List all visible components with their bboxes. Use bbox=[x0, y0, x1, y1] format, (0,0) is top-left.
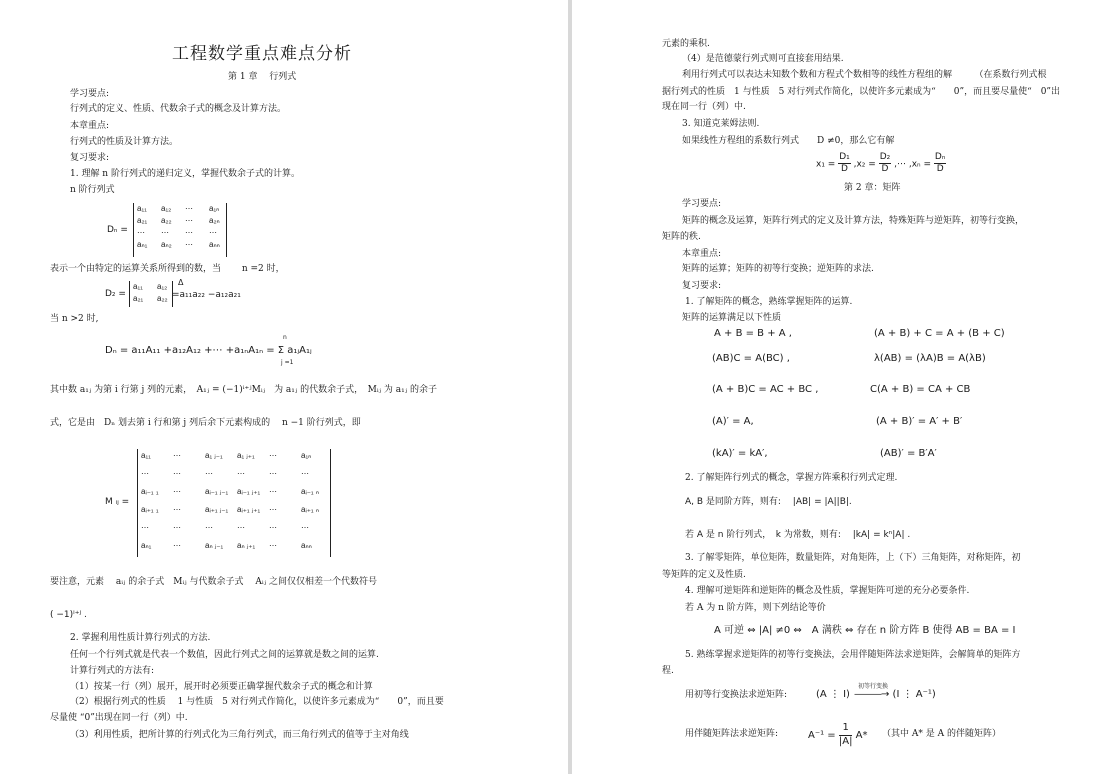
elim-label: 用初等行变换法求逆矩阵: bbox=[685, 690, 788, 700]
matrix-cell: ⋯ bbox=[301, 523, 309, 532]
r-line-4: 据行列式的性质 1 与性质 5 对行列式作简化，以使许多元素成为“ 0”，而且要尽量使“ 0”出 bbox=[662, 87, 1061, 97]
matrix-cell: ⋯ bbox=[185, 216, 193, 225]
adj-lhs: A⁻¹ = bbox=[808, 730, 836, 741]
req2-line-3: （1）按某一行（列）展开，展开时必须要正确掌握代数余子式的概念和计算 bbox=[70, 682, 373, 692]
matrix-cell: aₙ₁ bbox=[141, 541, 152, 550]
matrix-cell: ⋯ bbox=[269, 523, 277, 532]
matrix-cell: aᵢ₋₁ ⱼ₋₁ bbox=[205, 487, 229, 496]
d2-matrix bbox=[129, 281, 173, 307]
adj-fraction: $\frac{1}{|A|}$ bbox=[838, 722, 853, 747]
requirement-1: 1. 理解 n 阶行列式的递归定义，掌握代数余子式的计算。 bbox=[70, 169, 300, 179]
req2-line-2: 计算行列式的方法有: bbox=[70, 666, 155, 676]
matrix-cell: ⋯ bbox=[269, 451, 277, 460]
requirement-2: 2. 掌握利用性质计算行列式的方法. bbox=[70, 633, 211, 643]
r-req3-b: 等矩阵的定义及性质. bbox=[662, 570, 746, 580]
chapter-2-heading: 第 2 章：矩阵 bbox=[844, 183, 901, 193]
matrix-cell: ⋯ bbox=[269, 487, 277, 496]
r-req3: 3. 了解零矩阵，单位矩阵，数量矩阵，对角矩阵，上（下）三角矩阵，对称矩阵，初 bbox=[685, 553, 1021, 563]
cramer-heading: 3. 知道克莱姆法则. bbox=[682, 119, 760, 129]
matrix-cell: a₂₂ bbox=[161, 216, 172, 225]
adj-note: （其中 A* 是 A 的伴随矩阵） bbox=[882, 729, 1001, 739]
matrix-cell: ⋯ bbox=[185, 228, 193, 237]
op-5-right: (AB)′ = B′A′ bbox=[880, 448, 937, 459]
matrix-cell: aᵢ₋₁ ⱼ₊₁ bbox=[237, 487, 261, 496]
matrix-cell: aᵢ₊₁ ⱼ₊₁ bbox=[237, 505, 261, 514]
study-points-text: 行列式的定义、性质、代数余子式的概念及计算方法。 bbox=[70, 104, 287, 114]
matrix-cell: ⋯ bbox=[173, 541, 181, 550]
r-key-text: 矩阵的运算；矩阵的初等行变换；逆矩阵的求法. bbox=[682, 264, 874, 274]
op-1-left: A + B = B + A , bbox=[714, 328, 792, 339]
cramer-x2: x₂ bbox=[856, 159, 866, 170]
matrix-cell: ⋯ bbox=[269, 505, 277, 514]
r-req5: 5. 熟练掌握求逆矩阵的初等行变换法，会用伴随矩阵法求逆矩阵，会解简单的矩阵方 bbox=[685, 650, 1021, 660]
cramer-x1: x₁ bbox=[816, 159, 825, 170]
d2-result: =a₁₁a₂₂ −a₁₂a₂₁ bbox=[172, 290, 241, 300]
op-3-left: (A + B)C = AC + BC , bbox=[712, 384, 819, 395]
matrix-cell: ⋯ bbox=[205, 469, 213, 478]
matrix-cell: aₙ₁ bbox=[137, 240, 148, 249]
cramer-xn: xₙ bbox=[911, 159, 921, 170]
matrix-cell: a₁₁ bbox=[133, 282, 143, 291]
matrix-cell: ⋯ bbox=[269, 469, 277, 478]
matrix-cell: aₙ₂ bbox=[161, 240, 172, 249]
matrix-cell: a₂₁ bbox=[137, 216, 148, 225]
r-req2-a: A, B 是同阶方阵，则有: |AB| = |A||B|. bbox=[685, 497, 852, 507]
r-key-label: 本章重点: bbox=[682, 249, 722, 259]
req2-line-1: 任何一个行列式就是代表一个数值，因此行列式之间的运算就是数之间的运算. bbox=[70, 650, 379, 660]
r-req4: 4. 理解可逆矩阵和逆矩阵的概念及性质，掌握矩阵可逆的充分必要条件. bbox=[685, 586, 970, 596]
key-points-text: 行列式的性质及计算方法。 bbox=[70, 137, 179, 147]
adj-rhs: A* bbox=[855, 730, 868, 741]
r-line-3: 利用行列式可以表达未知数个数和方程式个数相等的线性方程组的解 （在系数行列式根 bbox=[682, 70, 1047, 80]
matrix-cell: aᵢ₊₁ ₙ bbox=[301, 505, 320, 514]
matrix-cell: a₁ₙ bbox=[209, 204, 220, 213]
when-n-gt2: 当 n >2 时, bbox=[50, 314, 99, 324]
matrix-cell: ⋯ bbox=[161, 228, 169, 237]
matrix-cell: ⋯ bbox=[237, 523, 245, 532]
matrix-cell: ⋯ bbox=[141, 523, 149, 532]
matrix-cell: aᵢ₊₁ ⱼ₋₁ bbox=[205, 505, 229, 514]
n-order-label: n 阶行列式 bbox=[70, 185, 115, 195]
elim-arrow-label: 初等行变换 bbox=[858, 683, 889, 690]
mij-matrix bbox=[137, 449, 331, 557]
cramer-frac-1: $\frac{\text{D₁}}{D}$ bbox=[839, 152, 850, 175]
right-page bbox=[572, 0, 1103, 774]
matrix-cell: ⋯ bbox=[269, 541, 277, 550]
matrix-cell: a₂₂ bbox=[157, 294, 168, 303]
r-req4-c: A 可逆 ⇔ |A| ≠0 ⇔ A 满秩 ⇔ 存在 n 阶方阵 B 使得 AB = BA = I bbox=[714, 625, 1016, 636]
matrix-cell: ⋯ bbox=[141, 469, 149, 478]
matrix-cell: ⋯ bbox=[205, 523, 213, 532]
matrix-cell: ⋯ bbox=[173, 487, 181, 496]
r-req1: 1. 了解矩阵的概念，熟练掌握矩阵的运算. bbox=[685, 297, 853, 307]
study-points-label: 学习要点: bbox=[70, 89, 110, 99]
mij-equals: M ᵢⱼ = bbox=[105, 497, 130, 507]
r-study-label: 学习要点: bbox=[682, 199, 722, 209]
matrix-cell: ⋯ bbox=[185, 240, 193, 249]
matrix-cell: a₁₂ bbox=[157, 282, 168, 291]
r-req2: 2. 了解矩阵行列式的概念，掌握方阵乘积行列式定理. bbox=[685, 473, 898, 483]
r-review-label: 复习要求: bbox=[682, 281, 722, 291]
op-1-right: (A + B) + C = A + (B + C) bbox=[874, 328, 1005, 339]
op-2-left: (AB)C = A(BC) , bbox=[712, 353, 790, 364]
op-3-right: C(A + B) = CA + CB bbox=[870, 384, 971, 395]
r-study-text: 矩阵的概念及运算，矩阵行列式的定义及计算方法，特殊矩阵与逆矩阵，初等行变换， bbox=[682, 216, 1025, 226]
matrix-cell: ⋯ bbox=[173, 469, 181, 478]
matrix-cell: ⋯ bbox=[137, 228, 145, 237]
among-line: 其中数 a₁ⱼ 为第 i 行第 j 列的元素， A₁ⱼ = (−1)ⁱ⁺ʲMᵢⱼ 为 a₁ⱼ 的代数余子式， Mᵢⱼ 为 a₁ⱼ 的余子 bbox=[50, 385, 437, 395]
chapter-1-heading: 第 1 章 行列式 bbox=[228, 72, 297, 82]
dn-equals: Dₙ = bbox=[107, 225, 128, 235]
matrix-cell: a₂₁ bbox=[133, 294, 144, 303]
elim-arrow: ———→ (I ⋮ A⁻¹) bbox=[854, 689, 936, 700]
matrix-cell: a₁₁ bbox=[141, 451, 151, 460]
r-req5-b: 程. bbox=[662, 666, 674, 676]
r-line-5: 现在同一行（列）中. bbox=[662, 102, 746, 112]
cramer-frac-2: $\frac{\text{D₂}}{D}$ bbox=[879, 152, 891, 175]
matrix-cell: a₁₁ bbox=[137, 204, 147, 213]
matrix-cell: aₙ ⱼ₋₁ bbox=[205, 541, 224, 550]
matrix-cell: ⋯ bbox=[301, 469, 309, 478]
key-points-label: 本章重点: bbox=[70, 121, 110, 131]
matrix-cell: a₁ ⱼ₊₁ bbox=[237, 451, 255, 460]
document-title: 工程数学重点难点分析 bbox=[172, 44, 352, 64]
r-study-text-2: 矩阵的秩. bbox=[662, 232, 701, 242]
matrix-cell: a₁ₙ bbox=[301, 451, 312, 460]
matrix-cell: ⋯ bbox=[237, 469, 245, 478]
matrix-cell: ⋯ bbox=[173, 505, 181, 514]
matrix-cell: aᵢ₊₁ ₁ bbox=[141, 505, 159, 514]
represents-text: 表示一个由特定的运算关系所得到的数，当 n =2 时， bbox=[50, 264, 285, 274]
adj-formula bbox=[808, 722, 868, 748]
op-4-right: (A + B)′ = A′ + B′ bbox=[876, 416, 963, 427]
sum-lower: j =1 bbox=[281, 359, 294, 366]
cramer-condition: 如果线性方程组的系数行列式 D ≠0，那么它有解 bbox=[682, 136, 895, 146]
req2-line-6: （3）利用性质，把所计算的行列式化为三角行列式，而三角行列式的值等于主对角线 bbox=[70, 730, 409, 740]
elim-left: (A ⋮ I) bbox=[816, 689, 850, 700]
matrix-cell: aₙₙ bbox=[209, 240, 220, 249]
d2-delta: Δ bbox=[178, 278, 184, 287]
op-5-left: (kA)′ = kA′, bbox=[712, 448, 768, 459]
note-line: 要注意，元素 aᵢⱼ 的余子式 Mᵢⱼ 与代数余子式 Aᵢⱼ 之间仅仅相差一个代数符号 bbox=[50, 577, 377, 587]
sign-factor: ( −1)ⁱ⁺ʲ . bbox=[50, 610, 87, 620]
dn-matrix bbox=[133, 203, 227, 257]
matrix-cell: ⋯ bbox=[173, 523, 181, 532]
adj-label: 用伴随矩阵法求逆矩阵: bbox=[685, 729, 779, 739]
ops-intro: 矩阵的运算满足以下性质 bbox=[682, 313, 782, 323]
op-2-right: λ(AB) = (λA)B = A(λB) bbox=[874, 353, 986, 364]
cramer-frac-n: $\frac{\text{Dₙ}}{D}$ bbox=[934, 152, 946, 175]
d2-equals: D₂ = bbox=[105, 289, 126, 299]
review-label: 复习要求: bbox=[70, 153, 110, 163]
matrix-cell: a₁₂ bbox=[161, 204, 172, 213]
cramer-formula: x₁ = $\frac{\text{D₁}}{D}$ ,x₂ = $\frac{\text{D₂}}{D}$ ,⋯ ,xₙ = $\frac{\text{Dₙ}}{D}$ bbox=[816, 152, 946, 175]
expansion-formula: Dₙ = a₁₁A₁₁ +a₁₂A₁₂ +⋯ +a₁ₙA₁ₙ = Σ a₁ⱼA₁ⱼ bbox=[105, 345, 312, 356]
matrix-cell: ⋯ bbox=[209, 228, 217, 237]
r-req2-b: 若 A 是 n 阶行列式， k 为常数，则有: |kA| = kⁿ|A| . bbox=[685, 530, 911, 540]
formula-line: 式，它是由 Dₙ 划去第 i 行和第 j 列后余下元素构成的 n −1 阶行列式，即 bbox=[50, 418, 361, 428]
cramer-dots: ,⋯ , bbox=[894, 159, 912, 170]
matrix-cell: ⋯ bbox=[185, 204, 193, 213]
matrix-cell: ⋯ bbox=[173, 451, 181, 460]
r-req4-b: 若 A 为 n 阶方阵，则下列结论等价 bbox=[685, 603, 826, 613]
matrix-cell: aₙₙ bbox=[301, 541, 312, 550]
op-4-left: (A)′ = A, bbox=[712, 416, 754, 427]
r-line-2: （4）是范德蒙行列式则可直接套用结果. bbox=[682, 54, 844, 64]
req2-line-4: （2）根据行列式的性质 1 与性质 5 对行列式作简化，以使许多元素成为“ 0”，而且要 bbox=[70, 697, 444, 707]
req2-line-5: 尽量使 “0”出现在同一行（列）中. bbox=[50, 713, 188, 723]
matrix-cell: aₙ ⱼ₊₁ bbox=[237, 541, 256, 550]
sum-upper: n bbox=[283, 334, 287, 341]
matrix-cell: a₂ₙ bbox=[209, 216, 220, 225]
matrix-cell: a₁ ⱼ₋₁ bbox=[205, 451, 223, 460]
r-line-1: 元素的乘积. bbox=[662, 39, 710, 49]
matrix-cell: aᵢ₋₁ ₁ bbox=[141, 487, 159, 496]
matrix-cell: aᵢ₋₁ ₙ bbox=[301, 487, 320, 496]
